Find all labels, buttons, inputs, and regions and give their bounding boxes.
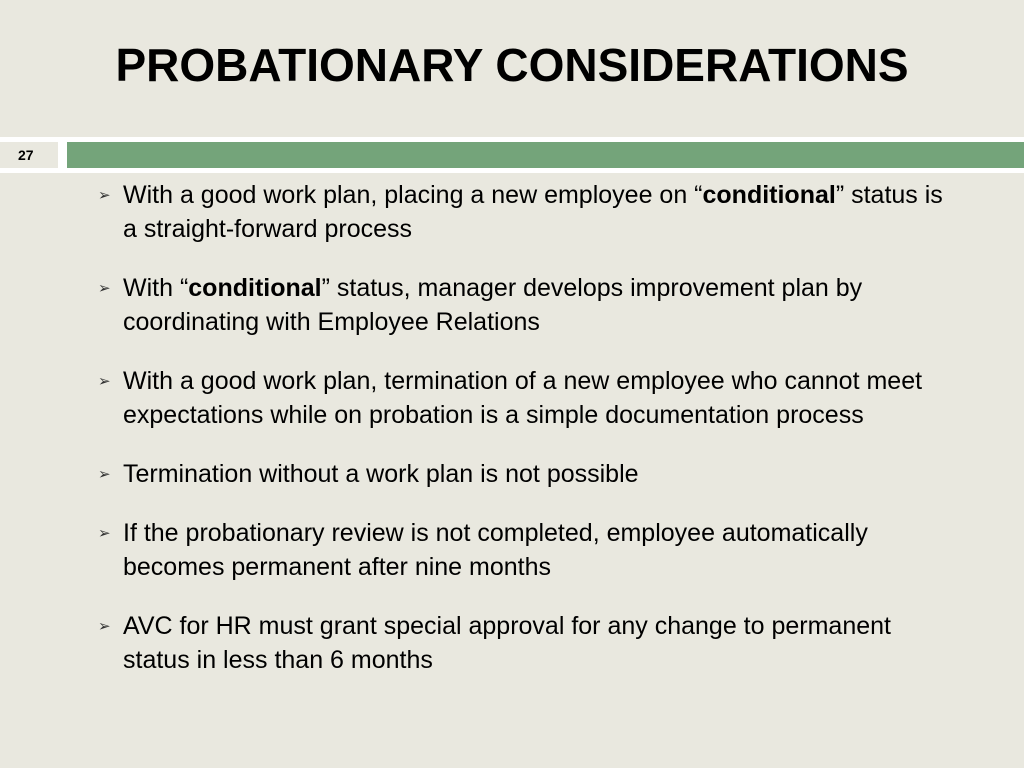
chevron-right-icon: ➢ — [98, 618, 111, 635]
slide-number: 27 — [0, 142, 58, 168]
bullet-item — [98, 457, 958, 491]
bullet-text-end: ” status is a straight-forward process — [123, 181, 943, 243]
bullet-emphasis: conditional — [188, 274, 322, 302]
bullet-emphasis: conditional — [702, 181, 836, 209]
bullet-text: If the probationary review is not completed, employee automatically becomes permanent after nine months — [123, 519, 868, 581]
slide-title: PROBATIONARY CONSIDERATIONS — [115, 39, 909, 91]
bullet-text: AVC for HR must grant special approval for any change to permanent status in less than 6 months — [123, 612, 891, 674]
chevron-right-icon: ➢ — [98, 466, 111, 483]
chevron-right-icon: ➢ — [98, 187, 111, 204]
bullet-item — [98, 271, 958, 339]
bullet-item — [98, 364, 958, 432]
bullet-item — [98, 516, 958, 584]
bullet-item — [98, 609, 958, 677]
chevron-right-icon: ➢ — [98, 373, 111, 390]
bullet-text: With a good work plan, termination of a new employee who cannot meet expectations while on probation is a simple documentation process — [123, 367, 923, 429]
bullet-list — [98, 178, 958, 702]
bullet-item — [98, 178, 958, 246]
bullet-text: Termination without a work plan is not possible — [123, 460, 639, 488]
bullet-text: With a good work plan, placing a new employee on “ — [123, 181, 703, 209]
chevron-right-icon: ➢ — [98, 525, 111, 542]
accent-bar — [67, 142, 1024, 168]
bullet-text: With “ — [123, 274, 189, 302]
bullet-text-end: ” status, manager develops improvement plan by coordinating with Employee Relations — [123, 274, 863, 336]
chevron-right-icon: ➢ — [98, 280, 111, 297]
